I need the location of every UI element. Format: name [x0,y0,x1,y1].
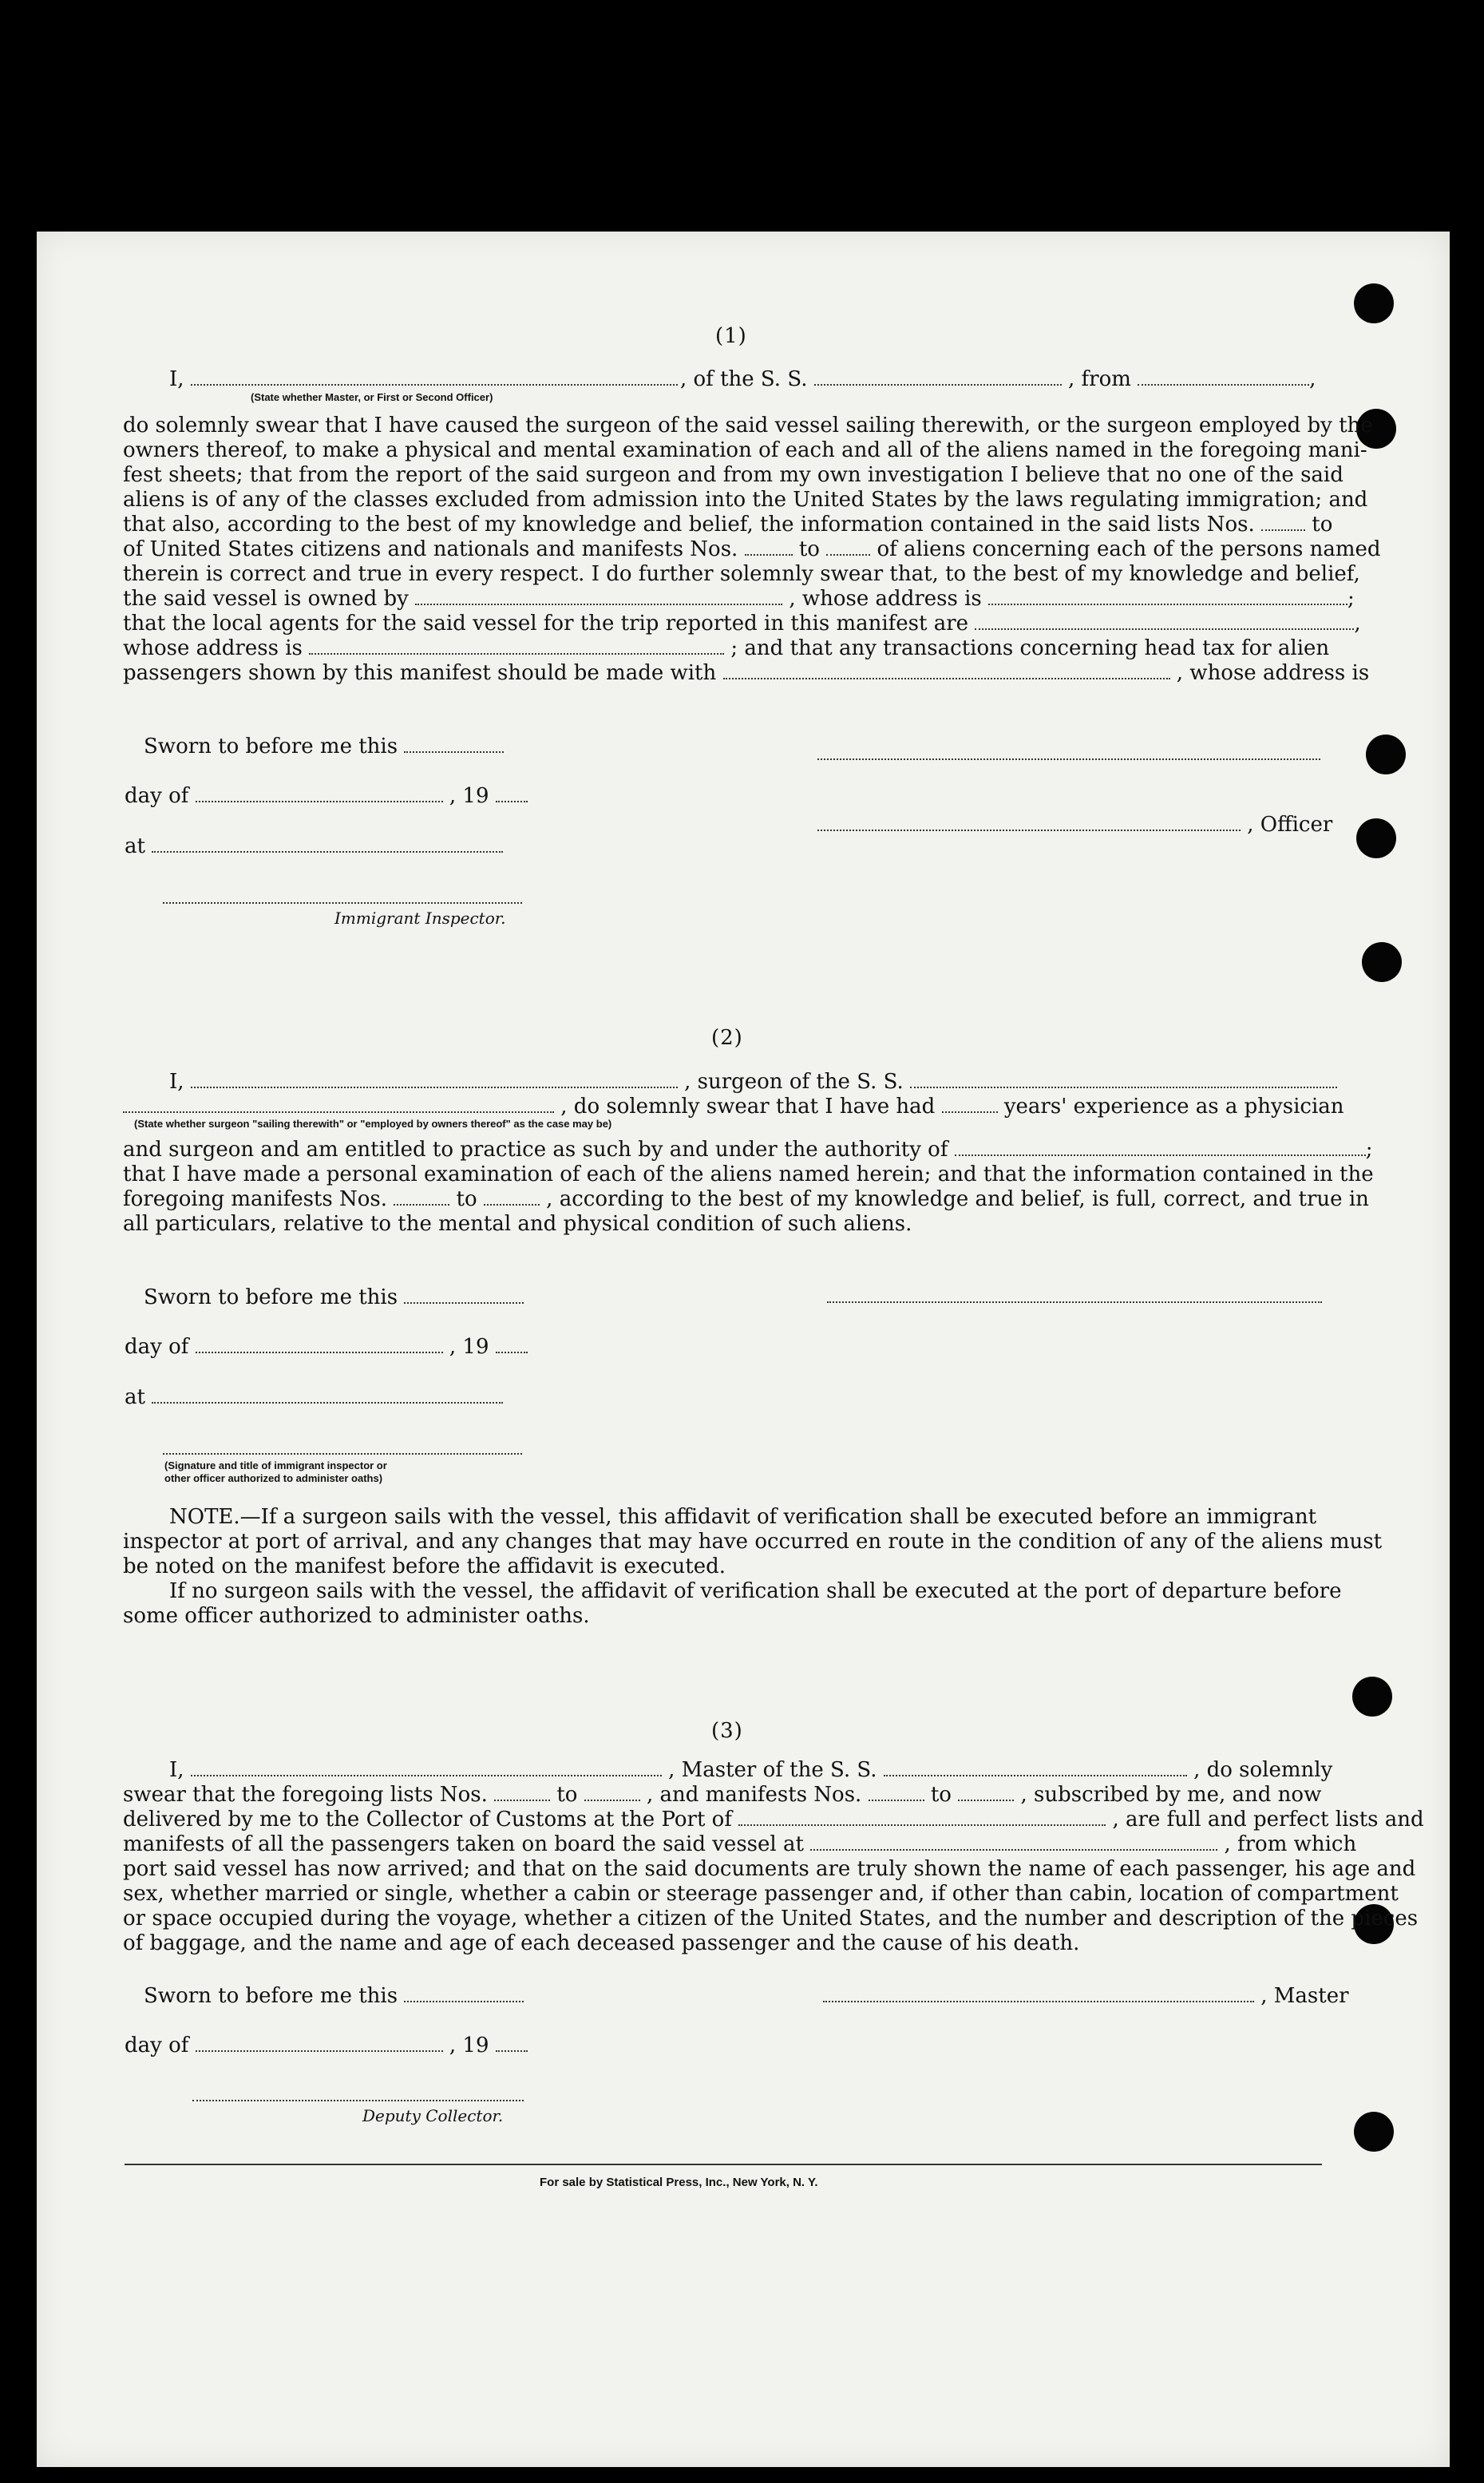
s1-body-line: do solemnly swear that I have caused the surgeon of the said vessel sailing therewith, or the surgeon employed by the [123,414,1373,438]
s1-at: at [125,834,503,858]
s1-signature-line [817,758,1320,760]
s3-body-line: of baggage, and the name and age of each deceased passenger and the cause of his death. [123,1931,1080,1955]
s1-body-line: whose address is ; and that any transactions concerning head tax for alien [123,636,1330,660]
s2-note-line: If no surgeon sails with the vessel, the affidavit of verification shall be executed at the port of departure before [169,1579,1342,1603]
s1-inspector-signature-line [163,902,522,904]
s3-day-of: day of , 19 [125,2034,528,2057]
form-sheet [37,232,1450,2467]
s2-sworn: Sworn to before me this [144,1285,524,1309]
s2-at: at [125,1385,503,1409]
punch-hole [1354,283,1394,323]
s1-body-line: aliens is of any of the classes excluded from admission into the United States by the laws regulating immigration; and [123,488,1368,512]
s1-line-i: I, [169,367,678,391]
s3-body-line: swear that the foregoing lists Nos. to , and manifests Nos. to , subscribed by me, and now [123,1783,1322,1807]
s1-officer: , Officer [817,813,1332,837]
s1-body-line: the said vessel is owned by , whose address is ; [123,587,1355,611]
s1-body-line: fest sheets; that from the report of the said surgeon and from my own investigation I believe that no one of the said [123,463,1344,487]
s2-body-line: and surgeon and am entitled to practice as such by and under the authority of ; [123,1138,1373,1162]
s1-body-line: passengers shown by this manifest should be made with , whose address is [123,661,1370,685]
s3-master: , Master [823,1984,1349,2008]
s2-note-line: NOTE.—If a surgeon sails with the vessel, this affidavit of verification shall be executed before an immigrant [169,1505,1317,1529]
punch-hole [1352,1677,1392,1717]
s2-note-line: be noted on the manifest before the affidavit is executed. [123,1554,726,1578]
s2-line-i: I, , surgeon of the S. S. [169,1070,1337,1094]
s3-body-line: manifests of all the passengers taken on board the said vessel at , from which [123,1832,1357,1856]
section-3-number: (3) [711,1719,743,1743]
section-2-number: (2) [711,1026,743,1050]
s1-body-line: therein is correct and true in every respect. I do further solemnly swear that, to the best of my knowledge and belief, [123,562,1360,586]
section-1-number: (1) [715,324,747,348]
s2-inspector-signature-line [163,1453,522,1455]
s1-body-line: that also, according to the best of my knowledge and belief, the information contained in the said lists Nos. to [123,513,1333,537]
punch-hole [1362,942,1402,982]
punch-hole [1366,735,1406,774]
s1-body-line: that the local agents for the said vessel for the trip reported in this manifest are , [123,612,1361,636]
s1-sworn: Sworn to before me this [144,735,504,758]
s3-body-line: delivered by me to the Collector of Customs at the Port of , are full and perfect lists and [123,1808,1424,1832]
s1-body-line: of United States citizens and nationals and manifests Nos. to of aliens concerning each of the persons named [123,537,1381,561]
s2-body-line: foregoing manifests Nos. to , according to the best of my knowledge and belief, is full, correct, and true in [123,1187,1369,1211]
s1-body-line: owners thereof, to make a physical and mental examination of each and all of the aliens named in the foregoing mani- [123,438,1367,462]
s3-line-i: I, , Master of the S. S. , do solemnly [169,1758,1333,1782]
s2-sig-caption: other officer authorized to administer oaths) [164,1472,383,1484]
s2-line-solemnly: , do solemnly swear that I have had years' experience as a physician [123,1095,1344,1119]
punch-hole [1354,2112,1394,2152]
s2-signature-line [827,1301,1322,1303]
footer-imprint: For sale by Statistical Press, Inc., New York, N. Y. [540,2176,818,2189]
s3-deputy-signature-line [192,2100,524,2101]
s2-body-line: that I have made a personal examination of each of the aliens named herein; and that the information contained in the [123,1162,1374,1186]
punch-hole [1356,818,1396,858]
s2-sig-caption: (Signature and title of immigrant inspector or [164,1459,387,1471]
s1-inspector-caption: Immigrant Inspector. [334,909,506,928]
s3-body-line: port said vessel has now arrived; and that on the said documents are truly shown the name of each passenger, his age and [123,1857,1416,1881]
s1-role-caption: (State whether Master, or First or Second Officer) [251,391,493,403]
s2-caption: (State whether surgeon "sailing therewith" or "employed by owners thereof" as the case may be) [134,1118,612,1130]
s3-deputy-caption: Deputy Collector. [362,2106,504,2125]
s2-body-line: all particulars, relative to the mental and physical condition of such aliens. [123,1212,912,1236]
s3-sworn: Sworn to before me this [144,1984,524,2008]
footer-rule [125,2164,1322,2165]
s1-of-ss: , of the S. S. , from , [680,367,1316,391]
s2-day-of: day of , 19 [125,1335,528,1359]
s3-body-line: or space occupied during the voyage, whether a citizen of the United States, and the number and description of the pieces [123,1907,1419,1931]
s2-note-line: some officer authorized to administer oaths. [123,1604,590,1628]
s1-day-of: day of , 19 [125,784,528,808]
s3-body-line: sex, whether married or single, whether a cabin or steerage passenger and, if other than cabin, location of compartment [123,1882,1399,1906]
s2-note-line: inspector at port of arrival, and any changes that may have occurred en route in the condition of any of the aliens must [123,1530,1383,1554]
